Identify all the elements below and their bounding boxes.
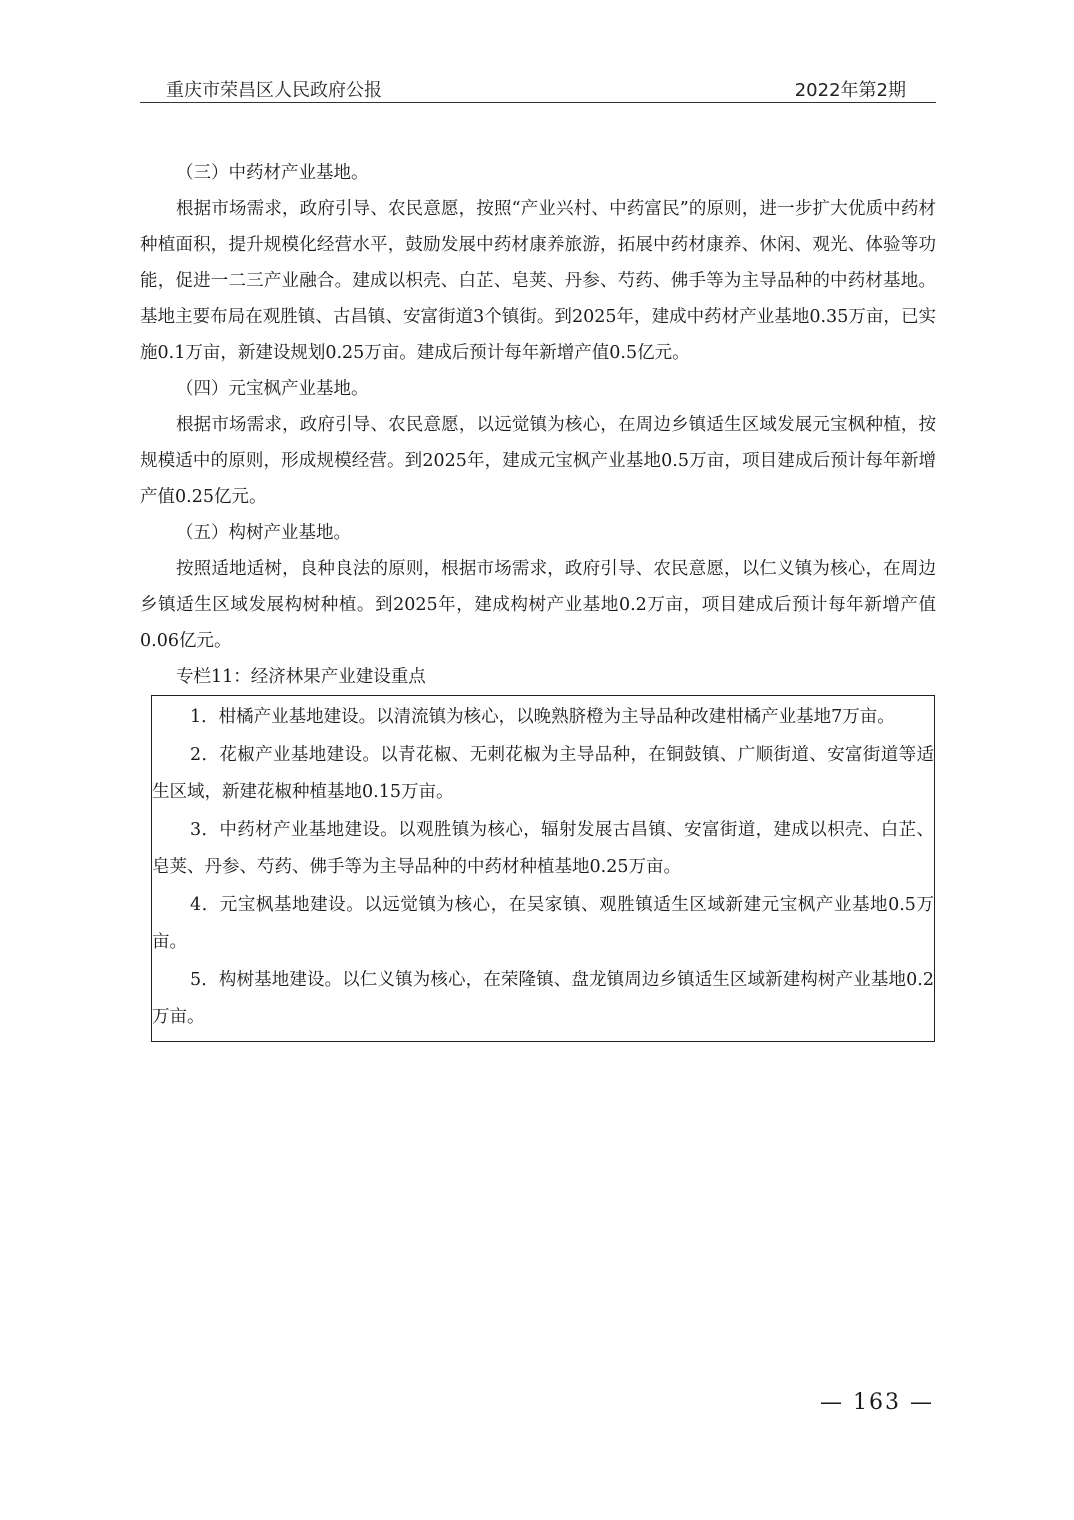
column-title: 专栏11：经济林果产业建设重点 xyxy=(176,667,426,687)
section-body: 根据市场需求，政府引导、农民意愿，以远觉镇为核心，在周边乡镇适生区域发展元宝枫种植，按规模适中的原则，形成规模经营。到2025年，建成元宝枫产业基地0.5万亩，项目建成后预计每年新增产值0.25亿元。 xyxy=(140,415,936,507)
column-item: 4．元宝枫基地建设。以远觉镇为核心，在吴家镇、观胜镇适生区域新建元宝枫产业基地0.5万亩。 xyxy=(152,894,934,952)
column-item: 1．柑橘产业基地建设。以清流镇为核心，以晚熟脐橙为主导品种改建柑橘产业基地7万亩。 xyxy=(190,707,895,727)
page-number: — 163 — xyxy=(820,1390,934,1415)
section-heading: （三）中药材产业基地。 xyxy=(176,163,369,183)
publication-title: 重庆市荣昌区人民政府公报 xyxy=(166,80,382,101)
section-heading: （四）元宝枫产业基地。 xyxy=(176,379,369,399)
column-item: 3．中药材产业基地建设。以观胜镇为核心，辐射发展古昌镇、安富街道，建成以枳壳、白芷、皂荚、丹参、芍药、佛手等为主导品种的中药材种植基地0.25万亩。 xyxy=(152,819,934,877)
column-box xyxy=(151,695,935,1042)
issue-label: 2022年第2期 xyxy=(794,80,906,101)
main-content xyxy=(140,155,936,1042)
column-item: 5．构树基地建设。以仁义镇为核心，在荣隆镇、盘龙镇周边乡镇适生区域新建构树产业基地0.2万亩。 xyxy=(152,969,934,1027)
section-heading: （五）构树产业基地。 xyxy=(176,523,351,543)
section-body: 按照适地适树，良种良法的原则，根据市场需求，政府引导、农民意愿，以仁义镇为核心，在周边乡镇适生区域发展构树种植。到2025年，建成构树产业基地0.2万亩，项目建成后预计每年新增产值0.06亿元。 xyxy=(140,559,936,651)
page-header xyxy=(140,74,936,103)
section-body: 根据市场需求，政府引导、农民意愿，按照“产业兴村、中药富民”的原则，进一步扩大优质中药材种植面积，提升规模化经营水平，鼓励发展中药材康养旅游，拓展中药材康养、休闲、观光、体验等功能，促进一二三产业融合。建成以枳壳、白芷、皂荚、丹参、芍药、佛手等为主导品种的中药材基地。基地主要布局在观胜镇、古昌镇、安富街道3个镇街。到2025年，建成中药材产业基地0.35万亩，已实施0.1万亩，新建设规划0.25万亩。建成后预计每年新增产值0.5亿元。 xyxy=(140,199,936,363)
column-item: 2．花椒产业基地建设。以青花椒、无刺花椒为主导品种，在铜鼓镇、广顺街道、安富街道等适生区域，新建花椒种植基地0.15万亩。 xyxy=(152,744,934,802)
